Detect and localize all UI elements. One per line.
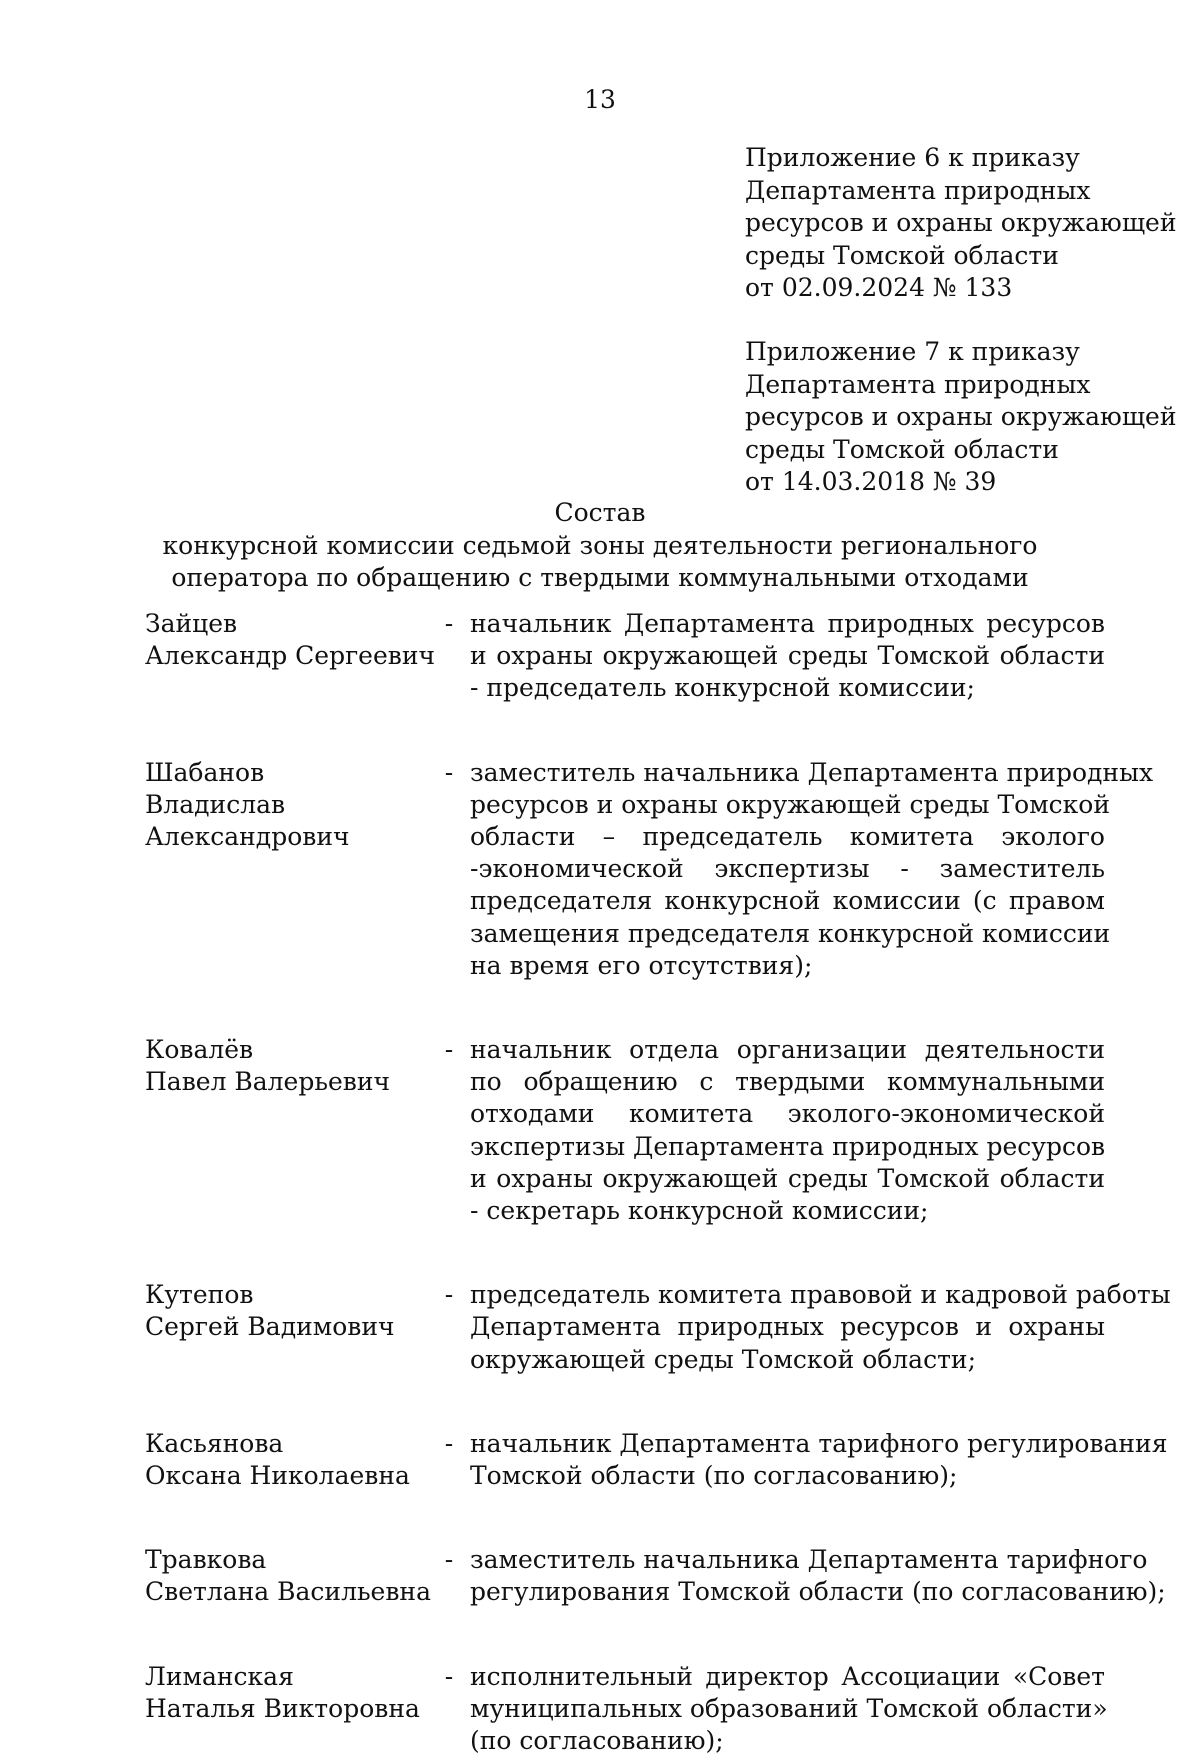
member-given-names: Павел Валерьевич	[145, 1067, 391, 1097]
member-role	[470, 1544, 1166, 1608]
member-entry	[145, 1279, 1171, 1376]
role-line: заместитель начальника Департамента тарифного	[470, 1545, 1148, 1575]
member-given-names: Наталья Викторовна	[145, 1693, 420, 1723]
separator-dash: -	[444, 1035, 454, 1065]
appendix-line: Приложение 7 к приказу	[745, 337, 1080, 366]
member-role	[470, 608, 1105, 705]
role-line: отходами комитета эколого-экономической	[470, 1099, 1105, 1129]
role-line: и охраны окружающей среды Томской области	[470, 641, 1105, 671]
member-given-names: Сергей Вадимович	[145, 1312, 395, 1342]
role-line: заместитель начальника Департамента природных	[470, 757, 1154, 787]
member-patronymic: Александрович	[145, 822, 350, 852]
member-entry	[145, 757, 1154, 982]
role-line: - председатель конкурсной комиссии;	[470, 673, 975, 703]
member-entry	[145, 1661, 1108, 1757]
separator-dash: -	[444, 609, 454, 638]
member-given-name: Владислав	[145, 789, 286, 819]
role-line: Департамента природных ресурсов и охраны	[470, 1312, 1105, 1342]
member-name	[145, 1661, 435, 1725]
member-given-names: Светлана Васильевна	[145, 1577, 431, 1607]
member-name	[145, 608, 435, 672]
role-line: на время его отсутствия);	[470, 950, 813, 980]
commission-members-list	[145, 608, 1171, 1757]
role-line: замещения председателя конкурсной комиссии	[470, 918, 1111, 948]
member-entry	[145, 1034, 1105, 1227]
role-line: регулирования Томской области (по согласованию);	[470, 1577, 1166, 1607]
member-entry	[145, 1544, 1166, 1608]
role-line: и охраны окружающей среды Томской области	[470, 1163, 1105, 1193]
member-surname: Кутепов	[145, 1280, 254, 1310]
member-given-names: Александр Сергеевич	[145, 641, 436, 671]
role-line: области – председатель комитета эколого	[470, 822, 1105, 852]
member-name	[145, 1544, 435, 1608]
separator-dash: -	[444, 1428, 454, 1458]
separator-dash: -	[444, 1280, 454, 1310]
role-line: экспертизы Департамента природных ресурсов	[470, 1131, 1106, 1161]
member-role	[470, 1279, 1171, 1376]
role-line: начальник отдела организации деятельности	[470, 1035, 1105, 1065]
role-line: председатель комитета правовой и кадровой работы	[470, 1280, 1171, 1310]
member-given-names: Оксана Николаевна	[145, 1461, 410, 1491]
role-line: -экономической экспертизы - заместитель	[470, 854, 1105, 884]
title-line-1: конкурсной комиссии седьмой зоны деятельности регионального	[162, 530, 1038, 560]
member-role	[470, 1034, 1105, 1227]
appendix-line: Приложение 6 к приказу	[745, 143, 1080, 172]
member-surname: Ковалёв	[145, 1035, 254, 1065]
member-name	[145, 1428, 435, 1492]
appendix-line: от 02.09.2024 № 133	[745, 273, 1013, 302]
appendix-line: Департамента природных	[745, 175, 1091, 205]
member-name	[145, 757, 435, 854]
member-surname: Травкова	[145, 1545, 267, 1575]
member-name	[145, 1279, 435, 1343]
member-role	[470, 1661, 1108, 1757]
separator-dash: -	[444, 1545, 454, 1575]
role-line: исполнительный директор Ассоциации «Совет	[470, 1661, 1105, 1691]
role-line: муниципальных образований Томской области»	[470, 1693, 1108, 1723]
member-surname: Касьянова	[145, 1428, 284, 1458]
appendix-line: ресурсов и охраны окружающей	[745, 208, 1177, 237]
appendix-7-reference	[745, 336, 1177, 499]
member-surname: Лиманская	[145, 1661, 294, 1691]
role-line: (по согласованию);	[470, 1726, 724, 1756]
role-line: председателя конкурсной комиссии (с правом	[470, 886, 1105, 916]
appendix-line: Департамента природных	[745, 369, 1091, 399]
role-line: окружающей среды Томской области;	[470, 1344, 977, 1374]
role-line: Томской области (по согласованию);	[470, 1461, 958, 1491]
member-entry	[145, 1428, 1168, 1492]
role-line: по обращению с твердыми коммунальными	[470, 1067, 1105, 1097]
role-line: - секретарь конкурсной комиссии;	[470, 1196, 929, 1226]
page-number: 13	[584, 85, 616, 114]
document-title	[0, 497, 1200, 595]
appendix-line: среды Томской области	[745, 434, 1059, 464]
member-name	[145, 1034, 435, 1098]
appendix-6-reference	[745, 142, 1177, 305]
role-line: начальник Департамента тарифного регулирования	[470, 1428, 1168, 1458]
member-role	[470, 1428, 1168, 1492]
role-line: ресурсов и охраны окружающей среды Томской	[470, 789, 1111, 819]
separator-dash: -	[444, 1661, 454, 1691]
member-entry	[145, 608, 1105, 705]
member-surname: Зайцев	[145, 609, 238, 638]
role-line: начальник Департамента природных ресурсов	[470, 609, 1105, 638]
member-surname: Шабанов	[145, 757, 265, 787]
title-line-2: оператора по обращению с твердыми коммунальными отходами	[171, 563, 1029, 592]
appendix-line: среды Томской области	[745, 240, 1059, 270]
title-heading: Состав	[554, 498, 646, 527]
separator-dash: -	[444, 757, 454, 787]
member-role	[470, 757, 1154, 982]
appendix-line: от 14.03.2018 № 39	[745, 467, 997, 496]
appendix-line: ресурсов и охраны окружающей	[745, 402, 1177, 431]
